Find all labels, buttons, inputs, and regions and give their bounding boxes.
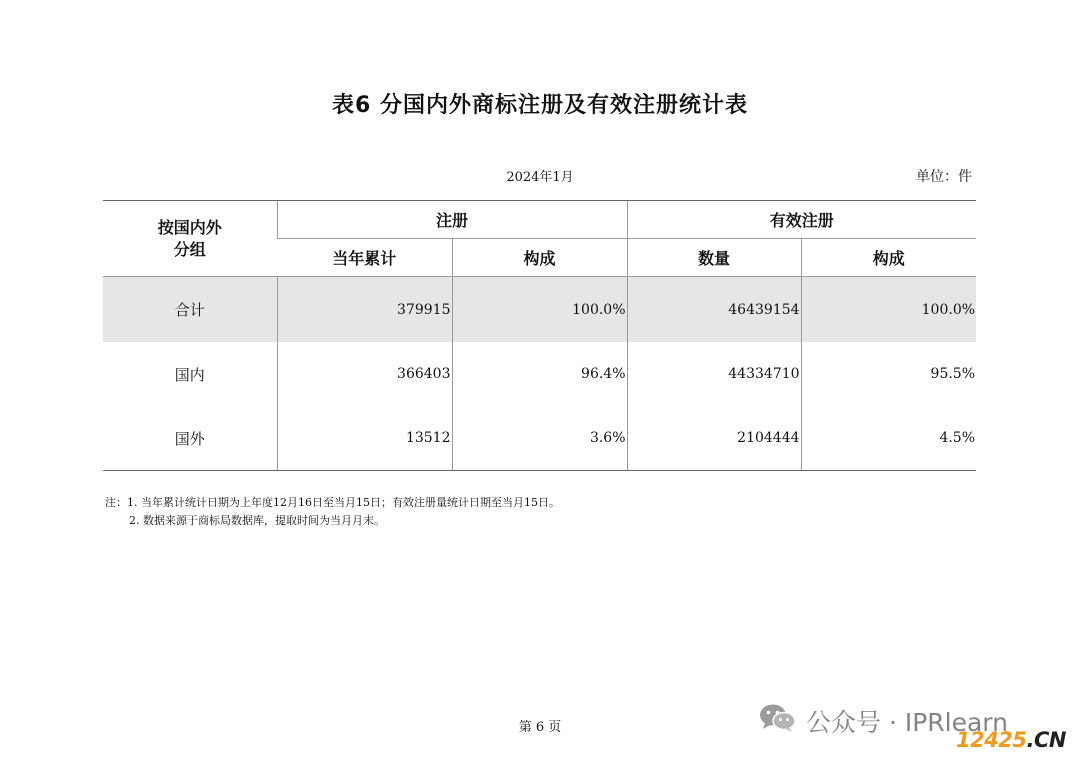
annual-share-cell: 100.0%	[452, 277, 627, 343]
valid-share-header: 构成	[801, 239, 976, 277]
trademark-statistics-table	[103, 200, 976, 471]
valid-share-cell: 4.5%	[801, 406, 976, 471]
registration-header: 注册	[277, 201, 627, 239]
site-logo-main: 12425	[955, 728, 1027, 752]
group-column-header	[103, 201, 277, 277]
watermark-text: 公众号 · IPRlearn	[806, 708, 1008, 737]
valid-count-header: 数量	[627, 239, 801, 277]
group-header-line2: 分组	[173, 239, 206, 259]
group-header-line1: 按国内外	[157, 217, 222, 237]
valid-count-cell: 2104444	[627, 406, 801, 471]
annual-total-cell: 379915	[277, 277, 452, 343]
report-date: 2024年1月	[506, 170, 574, 185]
table-title: 表6 分国内外商标注册及有效注册统计表	[332, 93, 748, 118]
annual-total-cell: 366403	[277, 342, 452, 406]
table-row-domestic	[103, 342, 976, 406]
table-notes	[105, 494, 560, 530]
annual-total-cell: 13512	[277, 406, 452, 471]
valid-share-cell: 100.0%	[801, 277, 976, 343]
site-logo-tld: .CN	[1026, 728, 1066, 752]
header-row-groups	[103, 201, 976, 239]
annual-share-cell: 96.4%	[452, 342, 627, 406]
row-label: 合计	[103, 277, 277, 343]
valid-count-cell: 46439154	[627, 277, 801, 343]
valid-count-cell: 44334710	[627, 342, 801, 406]
annual-share-header: 构成	[452, 239, 627, 277]
table-row-foreign	[103, 406, 976, 471]
note-1: 注：1. 当年累计统计日期为上年度12月16日至当月15日；有效注册量统计日期至当月15日。	[105, 496, 560, 509]
page-number: 第 6 页	[518, 720, 562, 735]
note-2: 2. 数据来源于商标局数据库，提取时间为当月月末。	[129, 514, 385, 527]
wechat-icon	[758, 702, 798, 740]
row-label: 国内	[174, 365, 205, 384]
valid-registration-header: 有效注册	[627, 201, 976, 239]
unit-label: 单位：件	[916, 169, 972, 185]
valid-share-cell: 95.5%	[801, 342, 976, 406]
annual-share-cell: 3.6%	[452, 406, 627, 471]
annual-total-header: 当年累计	[277, 239, 452, 277]
table-row-total	[103, 277, 976, 343]
site-logo	[956, 728, 1066, 752]
row-label: 国外	[103, 406, 277, 471]
